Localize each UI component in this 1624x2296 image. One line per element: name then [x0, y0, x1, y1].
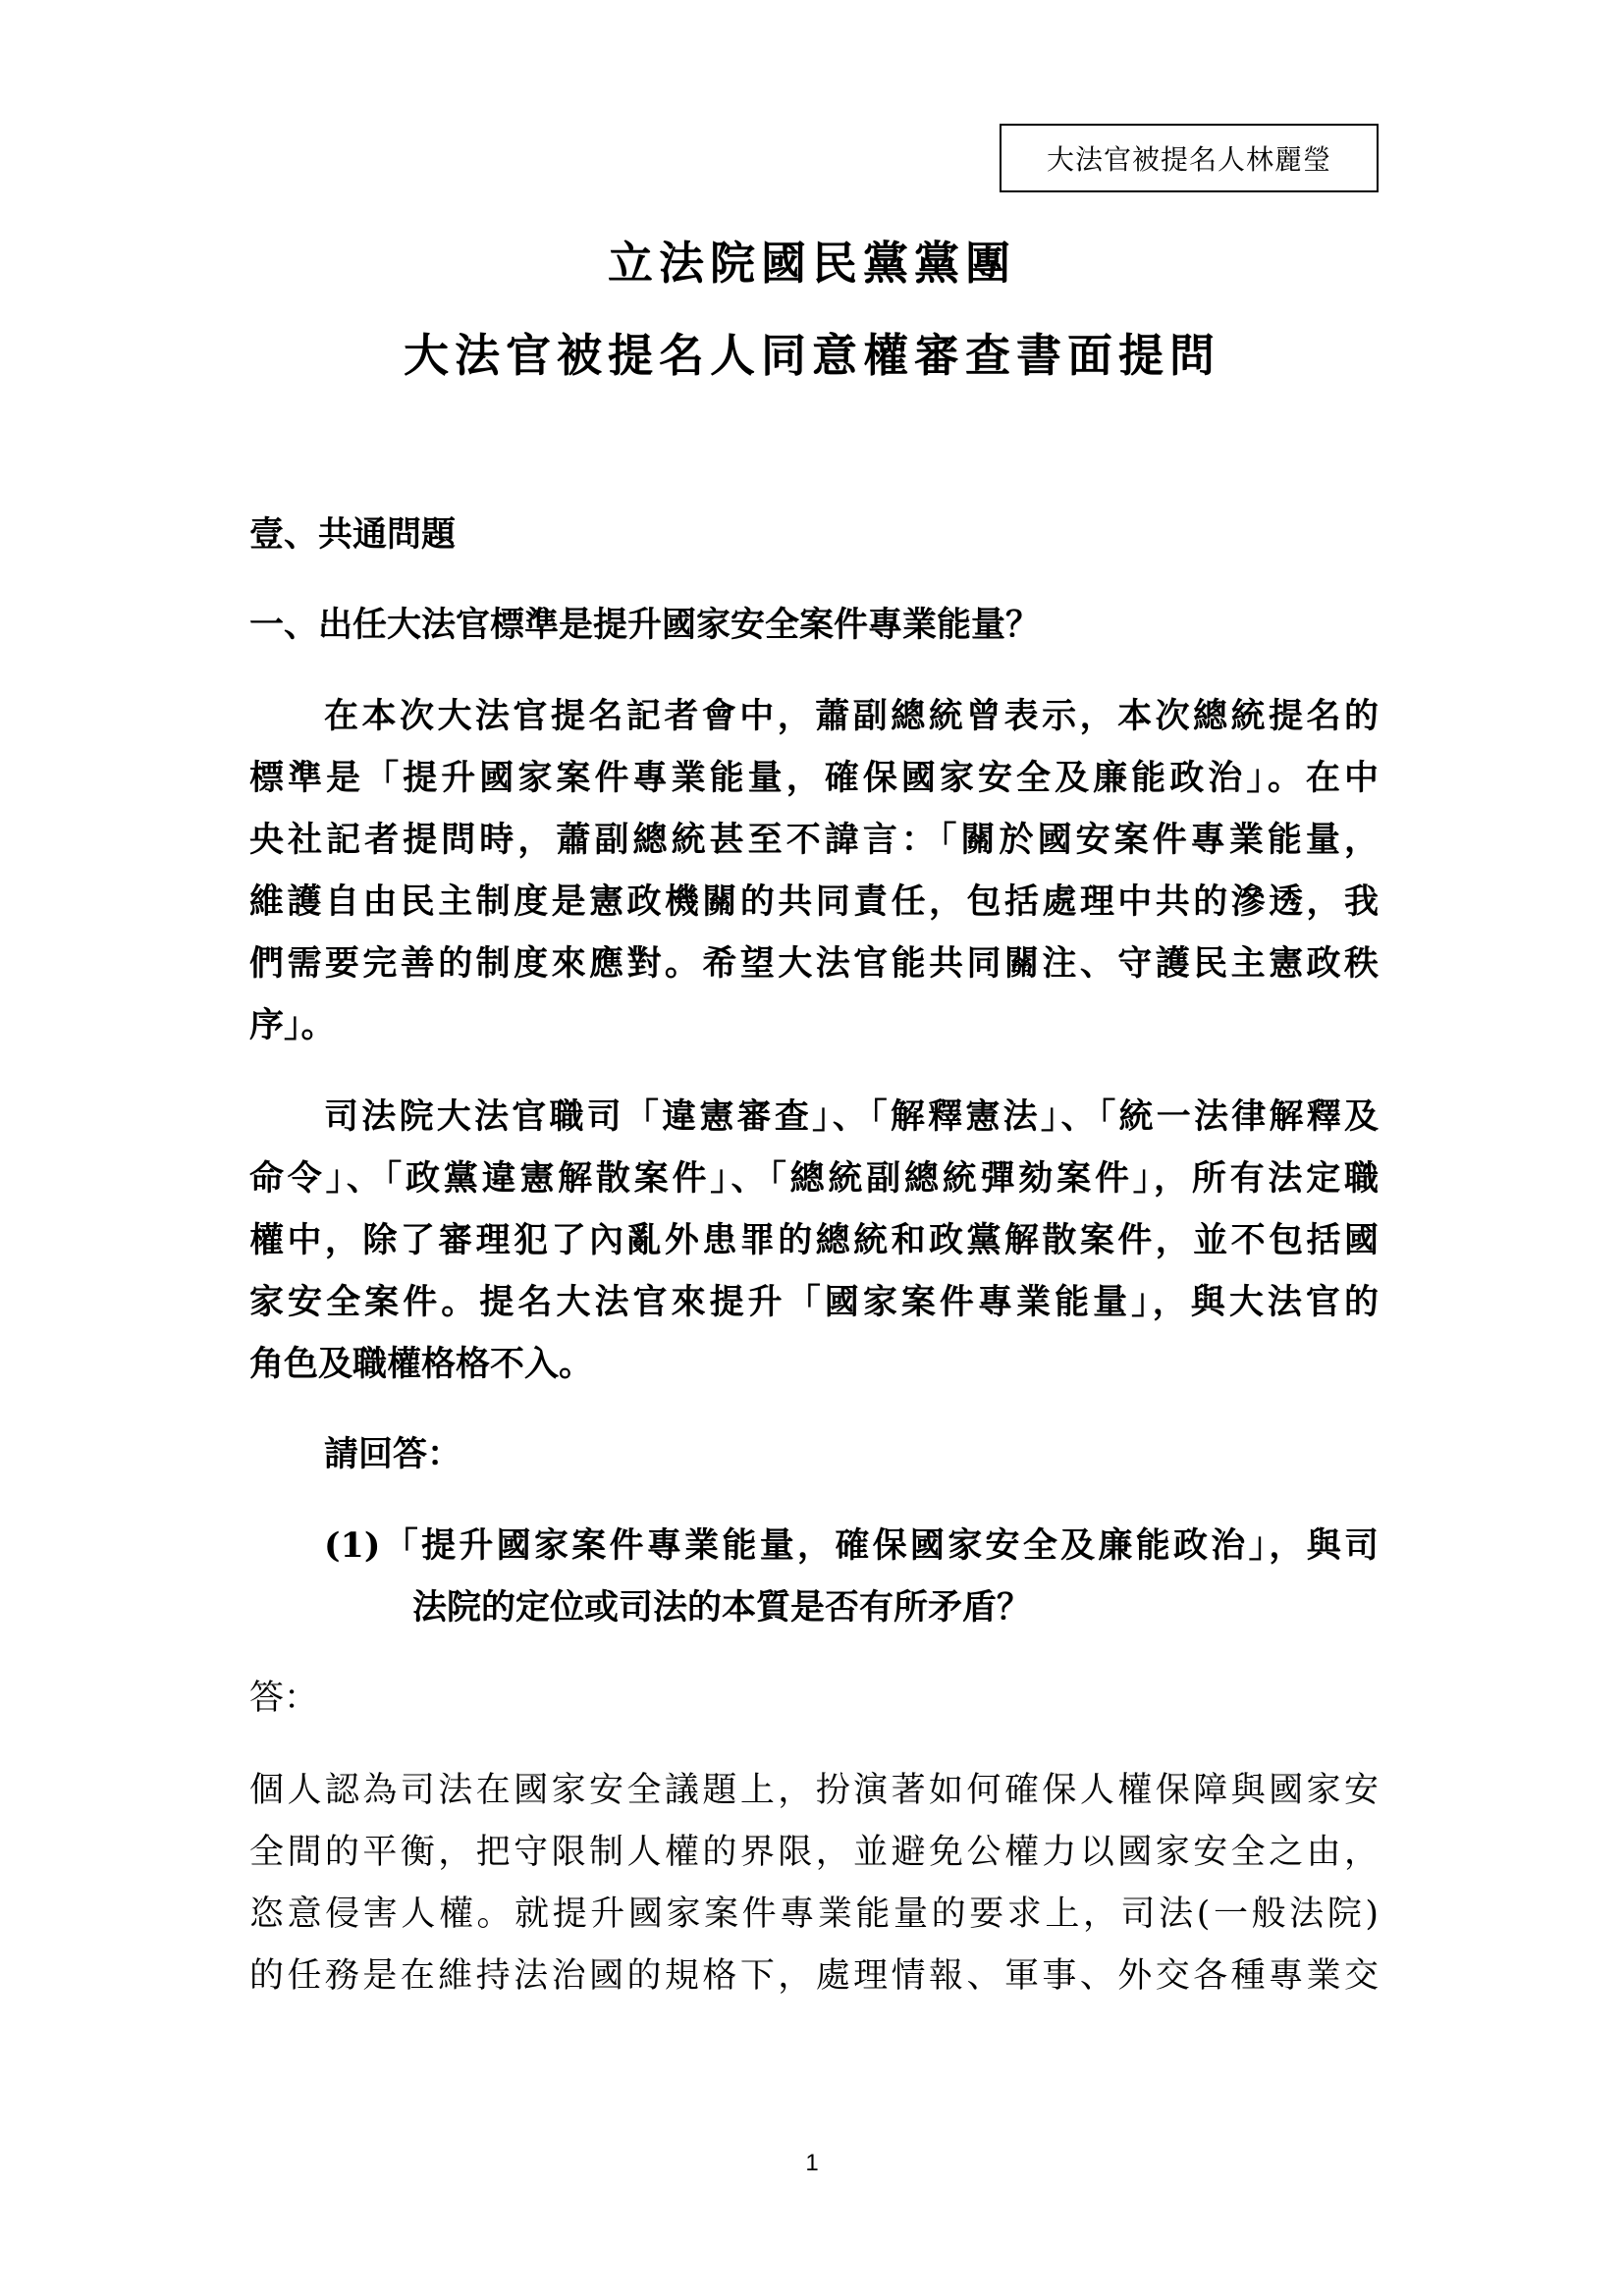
paragraph2-line: 司法院大法官職司「違憲審查」、「解釋憲法」、「統一法律解釋及	[324, 1096, 1379, 1137]
answer-line: 恣意侵害人權。就提升國家案件專業能量的要求上，司法(一般法院)	[249, 1895, 1379, 1934]
paragraph1-line: 們需要完善的制度來應對。希望大法官能共同關注、守護民主憲政秩	[249, 943, 1379, 984]
paragraph2-line: 家安全案件。提名大法官來提升「國家案件專業能量」，與大法官的	[249, 1282, 1379, 1322]
paragraph1-line: 標準是「提升國家案件專業能量，確保國家安全及廉能政治」。在中	[249, 758, 1379, 798]
answer-line: 的任務是在維持法治國的規格下，處理情報、軍事、外交各種專業交	[249, 1956, 1379, 1996]
paragraph2-line: 權中，除了審理犯了內亂外患罪的總統和政黨解散案件，並不包括國	[249, 1220, 1379, 1260]
document-title-caucus: 立法院國民黨黨團	[608, 237, 1016, 290]
answer-label: 答：	[249, 1679, 319, 1718]
subquestion-line: 法院的定位或司法的本質是否有所矛盾？	[412, 1587, 1032, 1628]
paragraph1-line: 序」。	[249, 1005, 336, 1045]
nominee-label: 大法官被提名人林麗瑩	[1046, 143, 1331, 176]
paragraph2-line: 角色及職權格格不入。	[249, 1344, 594, 1384]
document-title-main: 大法官被提名人同意權審查書面提問	[404, 329, 1220, 382]
question-heading: 一、出任大法官標準是提升國家安全案件專業能量？	[249, 605, 1041, 645]
subquestion-line: (1)「提升國家案件專業能量，確保國家安全及廉能政治」，與司	[324, 1525, 1379, 1566]
paragraph1-line: 維護自由民主制度是憲政機關的共同責任，包括處理中共的滲透，我	[249, 881, 1379, 922]
section-heading: 壹、共通問題	[249, 514, 457, 555]
answer-prompt: 請回答：	[324, 1434, 462, 1474]
page-number: 1	[805, 2150, 819, 2176]
nominee-label-box	[1000, 124, 1379, 192]
answer-line: 全間的平衡，把守限制人權的界限，並避免公權力以國家安全之由，	[249, 1833, 1379, 1872]
paragraph2-line: 命令」、「政黨違憲解散案件」、「總統副總統彈劾案件」，所有法定職	[249, 1158, 1379, 1199]
paragraph1-line: 央社記者提問時，蕭副總統甚至不諱言：「關於國安案件專業能量，	[249, 820, 1379, 860]
paragraph1-line: 在本次大法官提名記者會中，蕭副總統曾表示，本次總統提名的	[324, 696, 1379, 736]
answer-line: 個人認為司法在國家安全議題上，扮演著如何確保人權保障與國家安	[249, 1771, 1379, 1810]
